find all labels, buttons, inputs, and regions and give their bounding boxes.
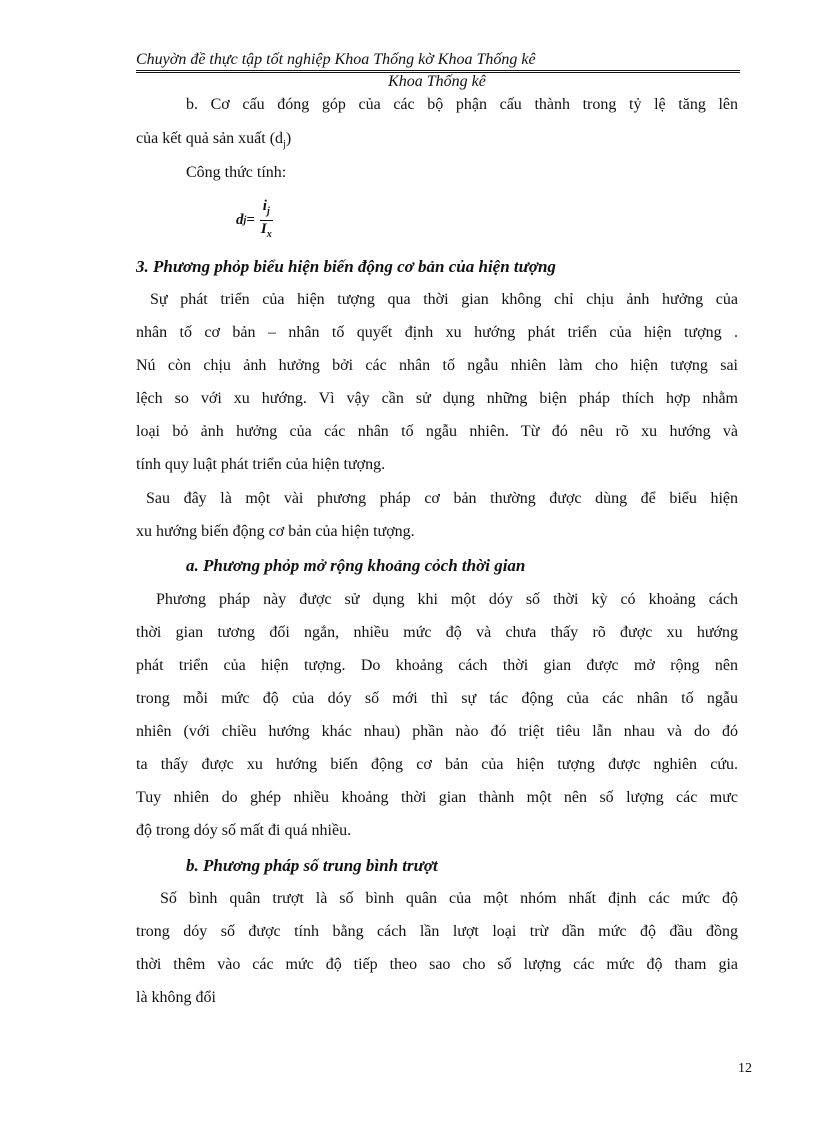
paragraph-line: Nú còn chịu ảnh hưởng bởi các nhân tố ngẫu nhiên làm cho hiện tượng sai	[136, 357, 738, 374]
page-number: 12	[738, 1061, 752, 1076]
paragraph-line: là không đổi	[136, 989, 216, 1006]
paragraph-line: Sau đây là một vài phương pháp cơ bản thường được dùng để biểu hiện	[146, 490, 738, 507]
header-title: Chuyờn đề thực tập tốt nghiệp Khoa Thống kờ Khoa Thống kê	[136, 51, 536, 68]
paragraph-line: nhiên (với chiều hướng khác nhau) phần nào đó triệt tiêu lẫn nhau và do đó	[136, 723, 738, 740]
paragraph-line: loại bỏ ảnh hưởng của các nhân tố ngẫu nhiên. Từ đó nêu rõ xu hướng và	[136, 423, 738, 440]
paragraph-line: trong mỗi mức độ của dóy số mới thì sự tác động của các nhân tố ngẫu	[136, 690, 738, 707]
paragraph-line: Phương pháp này được sử dụng khi một dóy số thời kỳ có khoảng cách	[156, 591, 738, 608]
paragraph-line: b. Cơ cấu đóng góp của các bộ phận cấu thành trong tỷ lệ tăng lên	[186, 96, 738, 113]
paragraph-line: Sự phát triển của hiện tượng qua thời gian không chỉ chịu ảnh hưởng của	[150, 291, 738, 308]
paragraph-line: Tuy nhiên do ghép nhiều khoảng thời gian thành một nên số lượng các mưc	[136, 789, 738, 806]
page-header	[136, 50, 740, 91]
fraction: $\frac{i_j}{I_x}$	[260, 198, 272, 240]
subsection-heading: b. Phương pháp số trung bình trượt	[186, 856, 438, 875]
paragraph-line: lệch so với xu hướng. Vì vậy cần sử dụng những biện pháp thích hợp nhằm	[136, 390, 738, 407]
section-heading: 3. Phương phỏp biểu hiện biến động cơ bản của hiện tượng	[136, 257, 556, 276]
paragraph-line: của kết quả sản xuất $(d_j)$	[136, 130, 292, 151]
paragraph-line: xu hướng biến động cơ bản của hiện tượng.	[136, 523, 415, 540]
header-subtitle: Khoa Thống kê	[388, 73, 486, 90]
paragraph-line: Số bình quân trượt là số bình quân của một nhóm nhất định các mức độ	[160, 890, 738, 907]
paragraph-line: độ trong dóy số mất đi quá nhiều.	[136, 822, 352, 839]
paragraph-line: tính quy luật phát triển của hiện tượng.	[136, 456, 386, 473]
paragraph-line: thời gian tương đối ngắn, nhiều mức độ và chưa thấy rõ được xu hướng	[136, 624, 738, 641]
formula: d j = $\frac{i_j}{I_x}$	[236, 198, 275, 243]
paragraph-line: nhân tố cơ bản – nhân tố quyết định xu hướng phát triển của hiện tượng .	[136, 324, 738, 341]
subsection-heading: a. Phương phỏp mở rộng khoảng cỏch thời gian	[186, 556, 526, 575]
paragraph-line: trong dóy số được tính bằng cách lần lượt loại trừ dần mức độ đầu đồng	[136, 923, 738, 940]
paragraph-line: thời thêm vào các mức độ tiếp theo sao cho số lượng các mức độ tham gia	[136, 956, 738, 973]
paragraph-line: phát triển của hiện tượng. Do khoảng cách thời gian được mở rộng nên	[136, 657, 738, 674]
paragraph-line: ta thấy được xu hướng biến động cơ bản của hiện tượng được nghiên cứu.	[136, 756, 738, 773]
formula-label: Công thức tính:	[186, 164, 287, 181]
